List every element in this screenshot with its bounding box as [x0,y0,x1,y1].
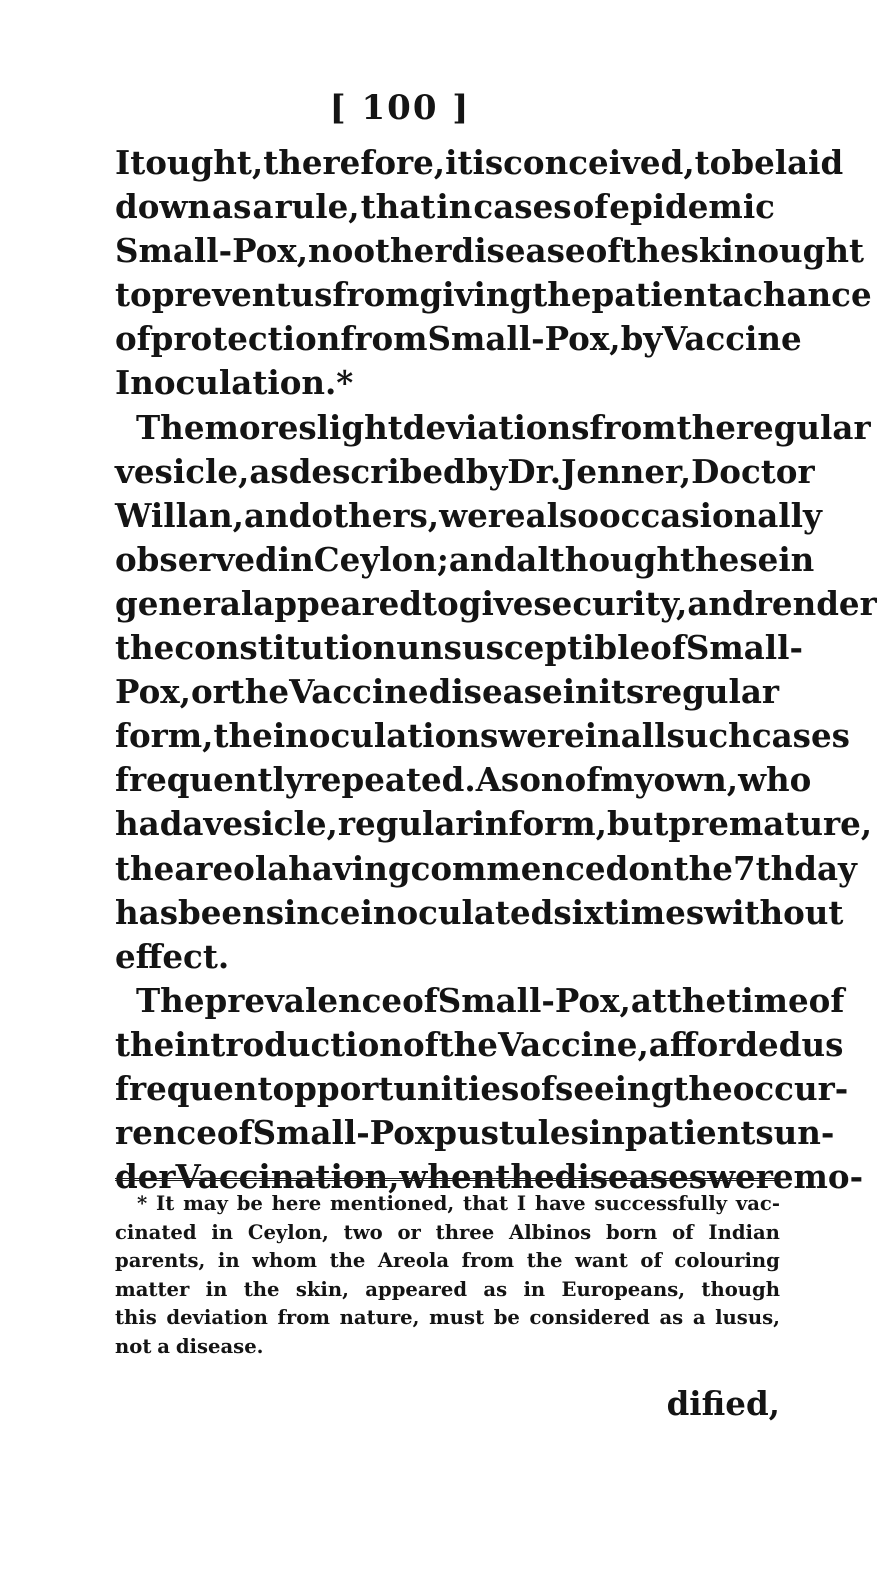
text-line: It ought, therefore, it is conceived, to be laid [115,143,844,182]
footnote [115,1190,780,1361]
footnote-line: matter in the skin, appeared as in Europeans, though [115,1277,780,1301]
text-line: form, the inoculations were in all such cases [115,716,850,756]
footnote-line: this deviation from nature, must be considered as a lusus, [115,1306,780,1329]
text-line: effect. [115,936,230,976]
text-line: observed in Ceylon ; and although these in [115,539,815,579]
text-line: der Vaccination, when the diseases were mo- [115,1157,864,1197]
text-line: has been since inoculated six times without [115,892,844,932]
text-line: Inoculation.* [115,363,354,403]
text-line: general appeared to give security, and render [115,583,877,623]
text-line: The prevalence of Small-Pox, at the time of [136,980,845,1020]
page-number: [ 100 ] [329,88,471,128]
text-line: to prevent us from giving the patient a chance [115,275,872,315]
text-line: Small-Pox, no other disease of the skin ought [115,231,865,271]
footnote-line: parents, in whom the Areola from the want of colouring [115,1249,780,1272]
text-line: the areola having commenced on the 7th day [115,848,857,888]
text-line: Pox, or the Vaccine disease in its regular [115,672,780,712]
text-line: rence of Small-Pox pustules in patients un- [115,1113,835,1153]
catchword: dified, [666,1384,780,1423]
footnote-line: not a disease. [115,1334,264,1358]
footnote-line: * It may be here mentioned, that I have successfully vac- [137,1192,780,1215]
text-line: The more slight deviations from the regular [136,407,871,447]
text-line: frequently repeated. A son of my own, who [115,760,812,800]
text-line: the constitution unsusceptible of Small- [115,628,803,668]
text-line: Willan, and others, were also occasionally [115,495,822,535]
text-line: down as a rule, that in cases of epidemic [115,187,775,227]
text-line: the introduction of the Vaccine, afforded us [115,1024,844,1064]
main-text [115,141,877,1199]
footnote-line: cinated in Ceylon, two or three Albinos born of Indian [115,1220,780,1244]
text-line: vesicle, as described by Dr. Jenner, Doctor [115,451,815,491]
text-line: frequent opportunities of seeing the occur- [115,1068,849,1108]
text-line: of protection from Small-Pox, by Vaccine [115,319,802,359]
footnote-rule [115,1178,780,1181]
text-line: had a vesicle, regular in form, but premature, [115,804,873,844]
